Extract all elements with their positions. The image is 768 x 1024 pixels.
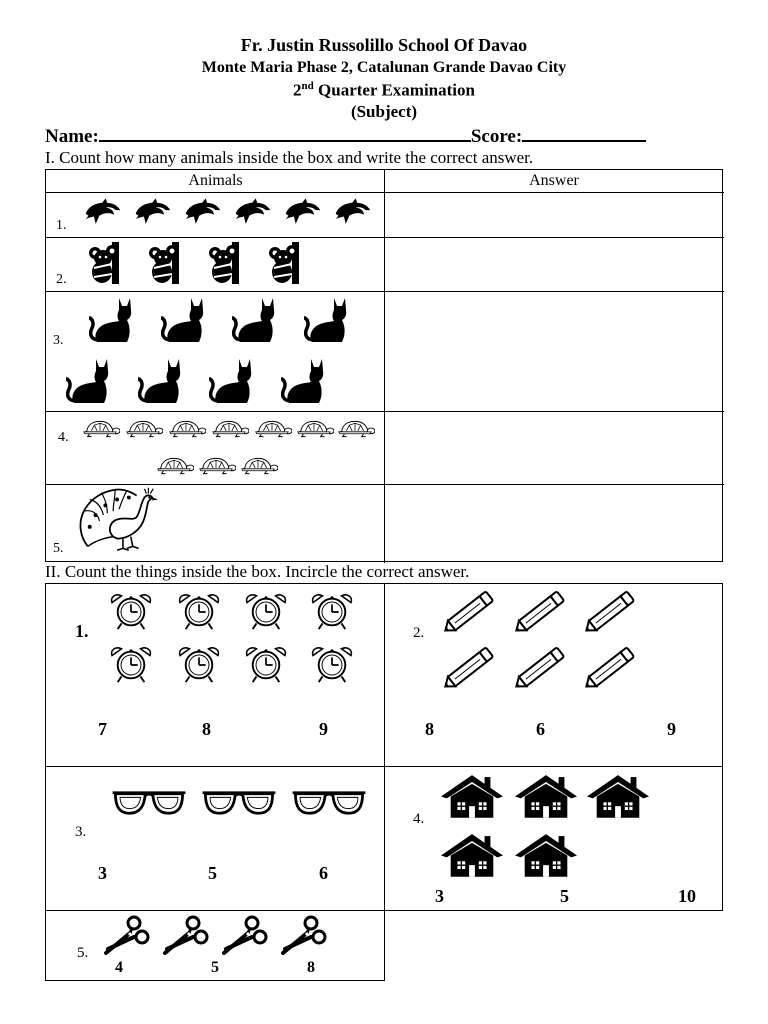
part2-box-5	[45, 910, 385, 981]
school-address: Monte Maria Phase 2, Catalunan Grande Davao City	[201, 59, 567, 76]
exam-ordinal-suffix: nd	[301, 80, 314, 92]
answer-choice[interactable]: 6	[536, 719, 545, 739]
answer-cell-5[interactable]	[386, 485, 722, 561]
part2-box-1	[45, 583, 385, 767]
item-number: 4.	[413, 811, 425, 827]
eyeglasses-icon	[198, 789, 280, 817]
part2-box-4	[384, 766, 723, 911]
subject-line: (Subject)	[350, 102, 418, 121]
koala-icon	[208, 241, 242, 285]
koala-icon	[88, 241, 122, 285]
turtle-icon	[294, 420, 334, 438]
cat-icon	[161, 296, 207, 344]
part2-box-3	[45, 766, 385, 911]
answer-choice[interactable]: 7	[98, 719, 107, 739]
answer-choice[interactable]: 6	[319, 863, 328, 883]
item-number: 5.	[53, 541, 64, 556]
score-label: Score:	[470, 126, 523, 147]
cat-icon	[209, 357, 255, 405]
answer-choice[interactable]: 5	[208, 863, 217, 883]
alarm-clock-icon	[309, 646, 355, 684]
dolphin-icon	[133, 197, 173, 227]
part2-instruction: II. Count the things inside the box. Incircle the correct answer.	[45, 562, 470, 581]
turtle-icon	[154, 457, 194, 475]
answer-choice[interactable]: 8	[307, 959, 315, 976]
cat-icon	[281, 357, 327, 405]
cat-icon	[66, 357, 112, 405]
pencil-icon	[439, 590, 499, 634]
answer-choice[interactable]: 8	[425, 719, 434, 739]
answer-cell-1[interactable]	[386, 193, 722, 236]
item-number: 3.	[53, 333, 64, 348]
answer-choice[interactable]: 10	[678, 886, 696, 906]
dolphin-icon	[283, 197, 323, 227]
cat-icon	[232, 296, 278, 344]
house-icon	[441, 832, 503, 877]
turtle-icon	[238, 457, 278, 475]
column-divider	[384, 170, 385, 563]
item-number: 5.	[77, 945, 89, 961]
eyeglasses-icon	[288, 789, 370, 817]
answer-cell-4[interactable]	[386, 412, 722, 483]
name-blank[interactable]	[99, 124, 471, 142]
exam-ordinal: 2	[293, 80, 302, 100]
item-number: 3.	[75, 824, 87, 840]
alarm-clock-icon	[176, 646, 222, 684]
turtle-icon	[335, 420, 375, 438]
house-icon	[515, 832, 577, 877]
peacock-icon	[78, 487, 164, 553]
turtle-icon	[166, 420, 206, 438]
part1-table	[45, 169, 723, 562]
scissors-icon	[163, 915, 209, 955]
score-blank[interactable]	[522, 124, 646, 142]
col-animals-header: Animals	[188, 172, 243, 189]
pencil-icon	[580, 646, 640, 690]
col-answer-header: Answer	[529, 172, 579, 189]
alarm-clock-icon	[176, 593, 222, 631]
answer-choice[interactable]: 5	[211, 959, 219, 976]
turtle-icon	[123, 420, 163, 438]
alarm-clock-icon	[243, 646, 289, 684]
answer-choice[interactable]: 5	[560, 886, 569, 906]
scissors-icon	[281, 915, 327, 955]
turtle-icon	[80, 420, 120, 438]
exam-title-text: Quarter Examination	[313, 80, 475, 100]
pencil-icon	[439, 646, 499, 690]
name-label: Name:	[45, 126, 99, 147]
cat-icon	[138, 357, 184, 405]
dolphin-icon	[333, 197, 373, 227]
part1-instruction: I. Count how many animals inside the box and write the correct answer.	[45, 148, 534, 167]
koala-icon	[268, 241, 302, 285]
answer-choice[interactable]: 3	[98, 863, 107, 883]
house-icon	[515, 773, 577, 818]
dolphin-icon	[83, 197, 123, 227]
answer-cell-2[interactable]	[386, 238, 722, 290]
alarm-clock-icon	[108, 646, 154, 684]
dolphin-icon	[233, 197, 273, 227]
alarm-clock-icon	[243, 593, 289, 631]
scissors-icon	[104, 915, 150, 955]
pencil-icon	[510, 590, 570, 634]
answer-cell-3[interactable]	[386, 292, 722, 410]
item-number: 2.	[413, 625, 425, 641]
school-name: Fr. Justin Russolillo School Of Davao	[240, 35, 528, 55]
answer-choice[interactable]: 4	[115, 959, 123, 976]
item-number: 1.	[75, 621, 89, 641]
answer-choice[interactable]: 3	[435, 886, 444, 906]
pencil-icon	[510, 646, 570, 690]
answer-choice[interactable]: 9	[667, 719, 676, 739]
pencil-icon	[580, 590, 640, 634]
item-number: 4.	[58, 430, 69, 445]
cat-icon	[89, 296, 135, 344]
alarm-clock-icon	[108, 593, 154, 631]
name-score-line	[45, 124, 646, 148]
house-icon	[587, 773, 649, 818]
answer-choice[interactable]: 8	[202, 719, 211, 739]
turtle-icon	[196, 457, 236, 475]
alarm-clock-icon	[309, 593, 355, 631]
turtle-icon	[252, 420, 292, 438]
scissors-icon	[222, 915, 268, 955]
answer-choice[interactable]: 9	[319, 719, 328, 739]
dolphin-icon	[183, 197, 223, 227]
eyeglasses-icon	[108, 789, 190, 817]
exam-title	[0, 80, 768, 101]
cat-icon	[304, 296, 350, 344]
koala-icon	[148, 241, 182, 285]
part2-box-2	[384, 583, 723, 767]
house-icon	[441, 773, 503, 818]
item-number: 1.	[56, 218, 67, 233]
turtle-icon	[209, 420, 249, 438]
item-number: 2.	[56, 272, 67, 287]
